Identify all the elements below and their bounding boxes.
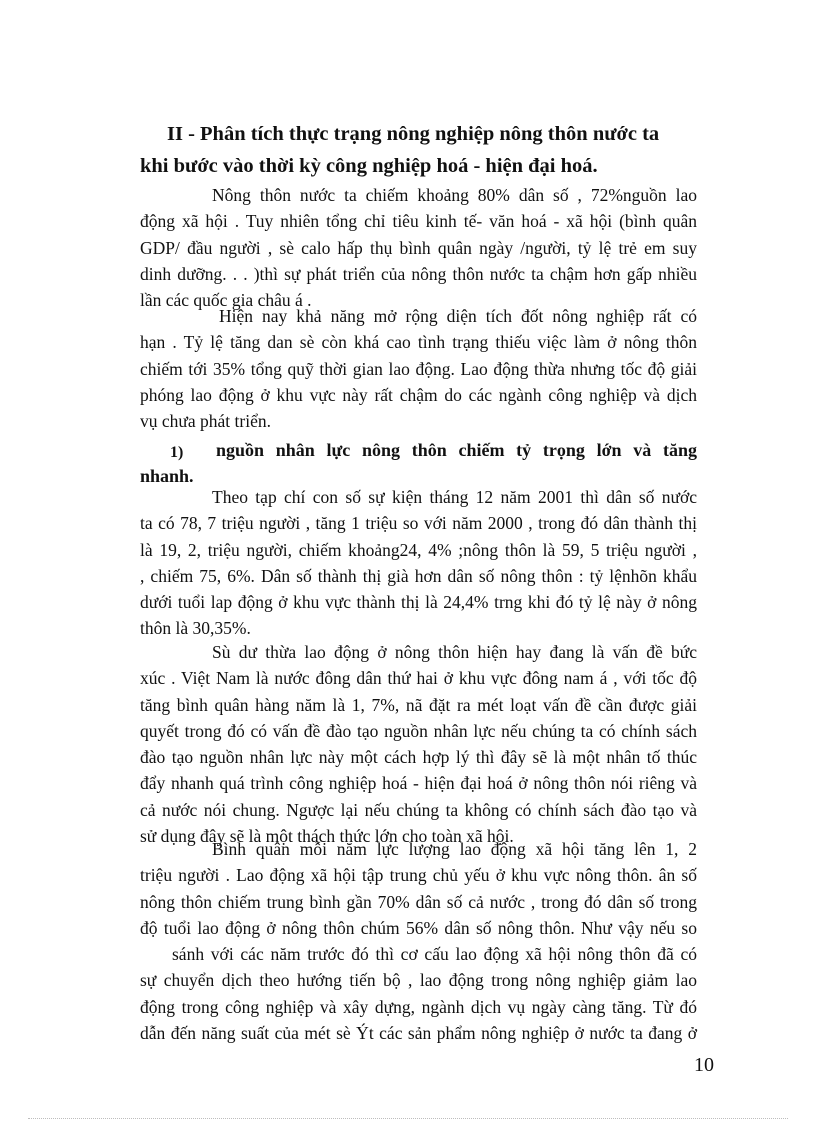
subsection-title-line-1: nguồn nhân lực nông thôn chiếm tỷ trọng lớn và tăng	[216, 440, 697, 460]
text-line: Sù dư thừa lao động ở nông thôn hiện hay đang là vấn đề bức	[212, 642, 697, 662]
text-line: dinh dưỡng. . . )thì sự phát triển của nông thôn nước ta chậm hơn gấp nhiều	[140, 263, 697, 284]
page-number: 10	[694, 1054, 714, 1076]
subsection-title-line-2: nhanh.	[140, 466, 194, 486]
text-line: Theo tạp chí con số sự kiện tháng 12 năm 2001 thì dân số nước	[212, 487, 697, 507]
text-line: phóng lao động ở khu vực này rất chậm do các ngành công nghiệp và dịch	[140, 384, 697, 405]
text-line: quyết trong đó có vấn đề đào tạo nguồn nhân lực nếu chúng ta có chính sách	[140, 720, 697, 741]
text-line: đào tạo nguồn nhân lực này một cách hợp lý thì đây sẽ là một nhân tố thúc	[140, 747, 697, 768]
text-line: dẫn đến năng suất của mét sè Ýt các sản phẩm nông nghiệp ở nước ta đang ở	[140, 1023, 697, 1044]
text-line: sử dụng đây sẽ là một thách thức lớn cho toàn xã hội.	[140, 826, 514, 847]
text-line: vụ chưa phát triển.	[140, 411, 271, 432]
text-line: đẩy nhanh quá trình công nghiệp hoá - hiện đại hoá ở nông thôn nói riêng và	[140, 773, 697, 794]
subsection-number: 1)	[170, 444, 184, 461]
heading-line-2: khi bước vào thời kỳ công nghiệp hoá - hiện đại hoá.	[140, 155, 598, 177]
text-line: độ tuổi lao động ở nông thôn chúm 56% dân số nông thôn. Như vậy nếu so	[140, 917, 697, 938]
text-line: triệu người . Lao động xã hội tập trung chủ yếu ở khu vực nông thôn. ân số	[140, 865, 697, 886]
page-bottom-divider	[28, 1118, 788, 1119]
paragraph-4	[140, 639, 697, 849]
text-line: dưới tuổi lap động ở khu vực thành thị là 24,4% trng khi đó tỷ lệ này ở nông	[140, 592, 697, 613]
text-line: tăng bình quân hàng năm là 1, 7%, nã đặt ra mét loạt vấn đề cần được giải	[140, 694, 697, 715]
text-line: xúc . Việt Nam là nước đông dân thứ hai ở khu vực đông nam á , với tốc độ	[140, 668, 697, 689]
text-line: Hiện nay khả năng mở rộng diện tích đốt nông nghiệp rất có	[219, 306, 697, 326]
text-line: chiếm tới 35% tổng quỹ thời gian lao động. Lao động thừa nhưng tốc độ giải	[140, 358, 697, 379]
paragraph-1	[140, 182, 697, 313]
paragraph-2	[140, 303, 697, 434]
text-line: sự chuyển dịch theo hướng tiến bộ , lao động trong nông nghiệp giảm lao	[140, 970, 697, 991]
heading-line-1: II - Phân tích thực trạng nông nghiệp nông thôn nước ta	[167, 123, 660, 145]
text-line: nông thôn chiếm trung bình gần 70% dân số cả nước , trong đó dân số trong	[140, 891, 697, 912]
paragraph-5	[140, 836, 697, 1046]
text-line: lần các quốc gia châu á .	[140, 290, 312, 311]
text-line: hạn . Tỷ lệ tăng dan sè còn khá cao tình trạng thiếu việc làm ở nông thôn	[140, 332, 697, 353]
text-line: Nông thôn nước ta chiếm khoảng 80% dân số , 72%nguồn lao	[212, 185, 697, 205]
text-line: thôn là 30,35%.	[140, 618, 251, 639]
text-line: sánh với các năm trước đó thì cơ cấu lao động xã hội nông thôn đã có	[172, 944, 697, 965]
text-line: Bình quân mỗi năm lực lượng lao động xã hội tăng lên 1, 2	[212, 839, 697, 859]
paragraph-3	[140, 484, 697, 642]
text-line: động xã hội . Tuy nhiên tổng chỉ tiêu kinh tế- văn hoá - xã hội (bình quân	[140, 211, 697, 232]
text-line: GDP/ đầu người , sè calo hấp thụ bình quân ngày /người, tỷ lệ trẻ em suy	[140, 237, 697, 258]
text-line: ta có 78, 7 triệu người , tăng 1 triệu so với năm 2000 , trong đó dân thành thị	[140, 513, 697, 534]
subsection-heading	[140, 437, 697, 489]
section-heading	[140, 118, 740, 182]
text-line: là 19, 2, triệu người, chiếm khoảng24, 4% ;nông thôn là 59, 5 triệu người ,	[140, 539, 697, 560]
text-line: cả nước nói chung. Ngược lại nếu chúng ta không có chính sách đào tạo và	[140, 799, 697, 820]
text-line: , chiếm 75, 6%. Dân số thành thị già hơn dân số nông thôn : tỷ lệnhõn khẩu	[140, 565, 697, 586]
text-line: động trong công nghiệp và xây dựng, ngành dịch vụ ngày càng tăng. Từ đó	[140, 996, 697, 1017]
